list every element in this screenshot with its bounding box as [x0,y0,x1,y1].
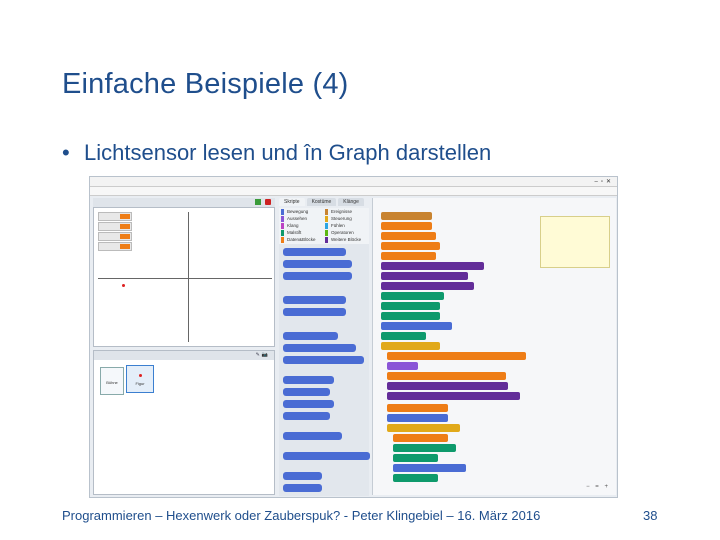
motion-block[interactable] [381,322,452,330]
more-block[interactable] [387,382,508,390]
motion-block[interactable] [283,272,352,280]
sprite-pane-header [94,351,274,360]
data-block[interactable] [381,232,436,240]
editor-tabs [279,198,366,208]
sprite-dot-icon [122,284,125,287]
graph-y-axis [188,212,189,342]
category-pen[interactable]: Malstift [281,230,325,236]
tab-scripts[interactable]: Skripte [279,198,305,206]
category-sensing[interactable]: Fühlen [325,223,369,229]
data-block[interactable] [387,372,506,380]
more-block[interactable] [381,272,468,280]
slide-footer: Programmieren – Hexenwerk oder Zauberspuk? - Peter Klingebiel – 16. März 2016 [62,508,541,523]
data-block[interactable] [387,404,448,412]
pen-block[interactable] [393,454,438,462]
motion-block[interactable] [283,356,364,364]
sprite-thumbnail-label: Figur [135,381,145,386]
page-number: 38 [643,508,658,523]
zoom-controls-icon[interactable]: − = + [586,484,610,490]
data-block[interactable] [381,222,432,230]
pen-block[interactable] [381,292,444,300]
more-block[interactable] [381,282,474,290]
motion-block[interactable] [393,464,466,472]
hat-block[interactable] [381,212,432,220]
looks-block[interactable] [387,362,418,370]
more-block[interactable] [387,392,520,400]
bullet-text: Lichtsensor lesen und în Graph darstellen [84,140,492,165]
window-controls-icon[interactable]: –▫✕ [594,179,614,185]
script-area[interactable] [372,198,616,495]
block-palette [279,244,369,496]
sprite-pane [93,350,275,495]
motion-block[interactable] [283,412,330,420]
script-comment-note[interactable] [540,216,610,268]
data-block[interactable] [393,434,448,442]
category-looks[interactable]: Aussehen [281,216,325,222]
motion-block[interactable] [283,484,322,492]
motion-block[interactable] [283,332,338,340]
variable-monitor [98,212,132,221]
bullet-item [62,140,491,166]
bullet-dot-icon: • [62,140,70,165]
control-block[interactable] [387,424,460,432]
block-categories [279,208,369,244]
stop-icon[interactable] [265,199,271,205]
graph-x-axis [98,278,272,279]
variable-monitor [98,232,132,241]
sprite-thumbnail[interactable] [126,365,154,393]
pen-block[interactable] [381,302,440,310]
stage-thumbnail-label: Bühne [106,380,118,385]
category-sound[interactable]: Klang [281,223,325,229]
pen-block[interactable] [381,332,426,340]
category-control[interactable]: Steuerung [325,216,369,222]
motion-block[interactable] [283,472,322,480]
stage-header [93,198,275,207]
category-operators[interactable]: Operatoren [325,230,369,236]
window-titlebar [90,177,617,187]
tab-costumes[interactable]: Kostüme [307,198,337,206]
data-block[interactable] [381,252,436,260]
slide-title: Einfache Beispiele (4) [62,68,349,100]
data-block[interactable] [381,242,440,250]
category-motion[interactable]: Bewegung [281,209,325,215]
motion-block[interactable] [283,296,346,304]
more-block[interactable] [381,262,484,270]
stage[interactable] [93,207,275,347]
motion-block[interactable] [283,400,334,408]
motion-block[interactable] [283,432,342,440]
motion-block[interactable] [387,414,448,422]
pen-block[interactable] [393,474,438,482]
menu-bar [90,187,617,196]
category-events[interactable]: Ereignisse [325,209,369,215]
sprite-tools-icon[interactable]: ✎📷 [255,352,270,358]
green-flag-icon[interactable] [255,199,261,205]
motion-block[interactable] [283,344,356,352]
category-data[interactable]: Daten&Blöcke [281,237,325,243]
stage-thumbnail[interactable] [100,367,124,395]
tab-sounds[interactable]: Klänge [338,198,364,206]
sprite-dot-icon [139,374,142,377]
motion-block[interactable] [283,248,346,256]
pen-block[interactable] [393,444,456,452]
scratch-screenshot [89,176,618,498]
motion-block[interactable] [283,388,330,396]
variable-monitor [98,242,132,251]
variable-monitor [98,222,132,231]
motion-block[interactable] [283,452,370,460]
pen-block[interactable] [381,312,440,320]
data-block[interactable] [387,352,526,360]
control-block[interactable] [381,342,440,350]
motion-block[interactable] [283,308,346,316]
motion-block[interactable] [283,376,334,384]
category-more[interactable]: Weitere Blöcke [325,237,369,243]
motion-block[interactable] [283,260,352,268]
